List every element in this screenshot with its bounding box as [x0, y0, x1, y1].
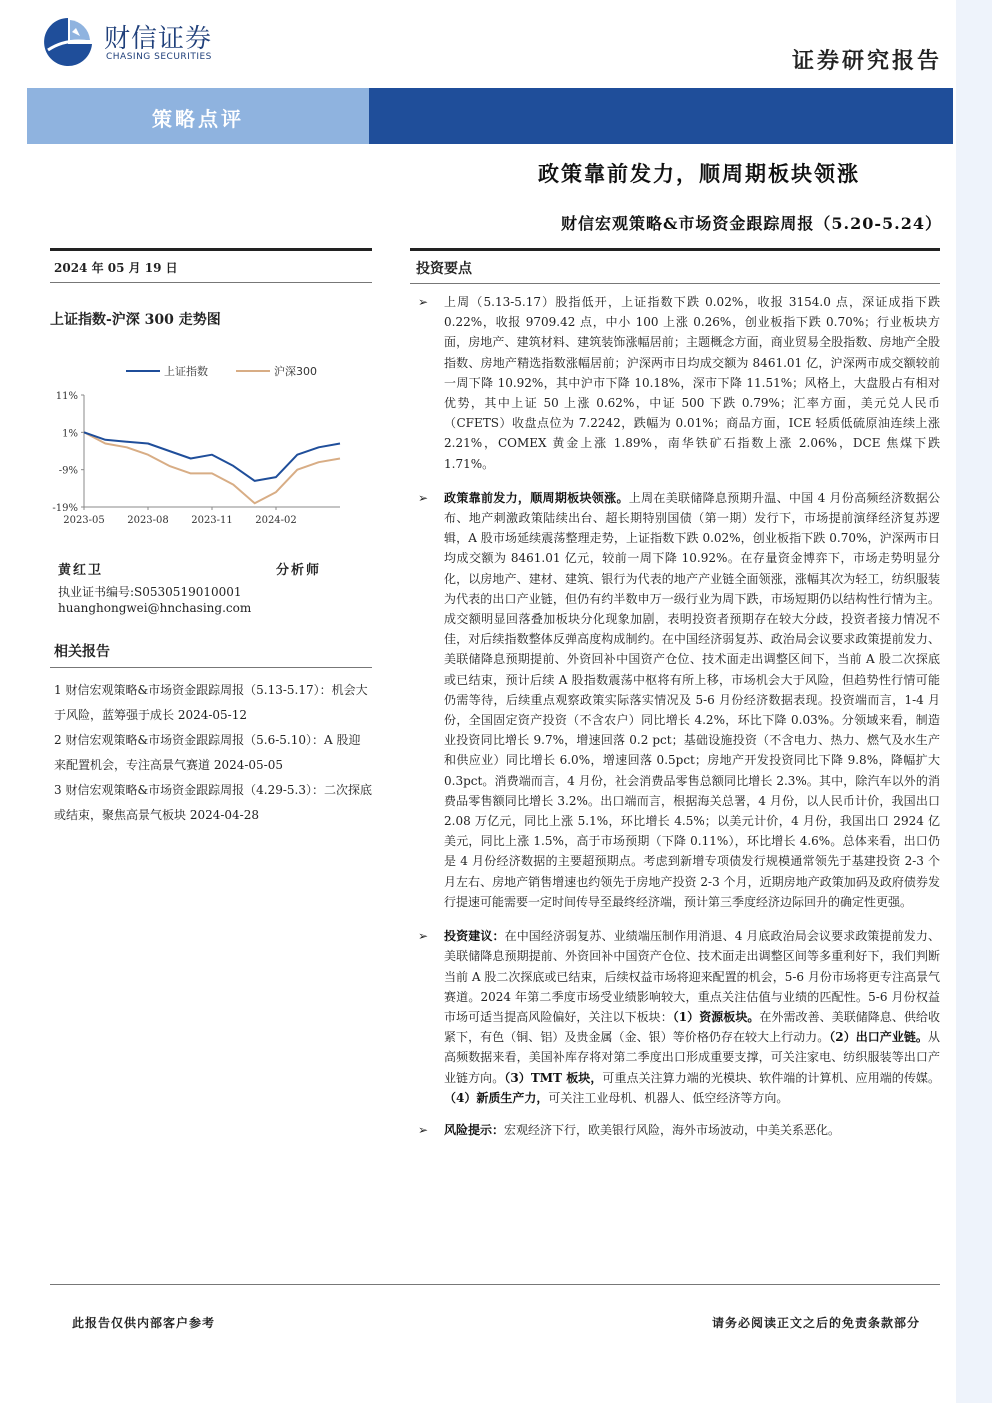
left-column: [50, 248, 372, 828]
key-point-heading: 政策靠前发力，顺周期板块领涨。: [444, 490, 629, 505]
key-point-text: 可关注工业母机、机器人、低空经济等方向。: [548, 1090, 789, 1105]
sector-export: （2）出口产业链。: [829, 1030, 928, 1045]
category-band: [27, 88, 953, 144]
chart-x-tick-label: 2023-08: [127, 515, 169, 526]
related-report-item[interactable]: 2 财信宏观策略&市场资金跟踪周报（5.6-5.10）：A 股迎来配置机会，专注高景气赛道 2024-05-05: [54, 733, 361, 772]
key-point-text: 在外需改善、美联储降息、供给收紧下，有色（铜、铝）及贵金属（金、银）等价格仍存在较大上行动力。: [444, 1009, 940, 1045]
divider: [50, 282, 372, 283]
chart-legend-label: 沪深300: [274, 365, 317, 378]
chart-y-tick-label: 1%: [62, 428, 78, 440]
report-title: 政策靠前发力，顺周期板块领涨: [538, 161, 860, 186]
sector-new-productivity: （4）新质生产力，: [444, 1090, 549, 1105]
key-point-text: 在中国经济弱复苏、业绩端压制作用消退、4 月底政治局会议要求政策提前发力、美联储降息预期提前、外资回补中国资产仓位、技术面走出调整区间等多重利好下，我们判断当前 A 股二次探底或已结束，后续权益市场将迎来配置的机会，5-6 月份市场将更专注高景气赛道。2024 年第二季度市场受业绩影响较大，重点关注估值与业绩的匹配性。5-6 月份权益市场可适当提高风险偏好，关注以下板块：: [444, 929, 940, 1024]
bullet-arrow-icon: ➢: [418, 1122, 429, 1137]
chart-y-tick-label: 11%: [55, 391, 78, 402]
key-point-investment-advice: [410, 926, 940, 1108]
analyst-name: 黄红卫: [58, 563, 104, 578]
page-side-strip: [956, 0, 992, 1403]
brand-name-cn: 财信证券: [104, 24, 213, 54]
chasing-logo-icon: [40, 14, 96, 70]
analyst-block: [50, 559, 372, 637]
chart-legend-label: 上证指数: [164, 365, 208, 378]
key-point-heading: 投资建议：: [444, 929, 505, 944]
key-point-market-review: [410, 292, 940, 474]
chart-x-tick-label: 2023-05: [63, 515, 105, 526]
key-point-policy: [410, 488, 940, 912]
chart-series-line: [84, 432, 340, 503]
footer-disclaimer-link[interactable]: 请务必阅读正文之后的免责条款部分: [711, 1316, 920, 1330]
bullet-arrow-icon: ➢: [418, 490, 429, 505]
report-type: 证券研究报告: [791, 48, 942, 74]
chart-x-tick-label: 2023-11: [191, 515, 233, 526]
sector-tmt: （3）TMT 板块，: [504, 1070, 603, 1085]
chart-x-tick-label: 2024-02: [255, 515, 297, 526]
footer-notice: 此报告仅供内部客户参考: [72, 1316, 216, 1330]
key-points-column: [410, 248, 940, 1140]
analyst-email[interactable]: huanghongwei@hnchasing.com: [58, 601, 252, 615]
brand-name-en: CHASING SECURITIES: [106, 52, 212, 62]
footer-divider: [50, 1284, 940, 1285]
related-reports-title: 相关报告: [54, 644, 110, 660]
divider: [50, 667, 372, 668]
related-report-item[interactable]: 3 财信宏观策略&市场资金跟踪周报（4.29-5.3）：二次探底或结束，聚焦高景气板块 2024-04-28: [54, 783, 372, 822]
analyst-cert: 执业证书编号:S0530519010001: [58, 585, 242, 599]
analyst-role: 分析师: [276, 563, 322, 578]
key-point-text: 上周在美联储降息预期升温、中国 4 月份高频经济数据公布、地产刺激政策陆续出台、超长期特别国债（第一期）发行下，市场提前演绎经济复苏逻辑，A 股市场延续震荡整理走势，上证指数下跌 0.02%，创业板指下跌 0.70%，沪深两市日均成交额为 8461.01 亿元，较前一周下降 10.92%。在存量资金博弈下，市场走势明显分化，以房地产、建材、建筑、银行为代表的地产产业链全面领涨，涨幅其次为轻工，纺织服装为代表的出口产业链，但仍有约半数申万一级行业为周下跌，市场短期仍以结构性行情为主。成交额明显回落叠加板块分化现象加剧，表明投资者预期存在较大分歧，投资者接力情况不佳，对后续指数整体反弹高度构成制约。在中国经济弱复苏、政治局会议要求政策提前发力、美联储降息预期提前、外资回补中国资产仓位、技术面走出调整区间下，当前 A 股二次探底或已结束，预计后续 A 股指数震荡中枢将有所上移，市场机会大于风险，但趋势性行情可能仍需等待，后续重点观察政策实际落实情况及 5-6 月份经济数据表现。投资端而言，1-4 月份，全国固定资产投资（不含农户）同比增长 4.2%，环比下降 0.03%。分领域来看，制造业投资同比增长 9.7%，增速回落 0.2 pct；基础设施投资（不含电力、热力、燃气及水生产和供应业）同比增长 6.0%，增速回落 0.5pct；房地产开发投资同比下降 9.8%，降幅扩大 0.3pct。消费端而言，4 月份，社会消费品零售总额同比增长 2.3%。其中，除汽车以外的消费品零售额同比增长 3.2%。出口端而言，根据海关总署，4 月份，以人民币计价，我国出口 2.08 万亿元，同比上涨 5.1%，环比增长 4.5%；以美元计价，4 月份，我国出口 2924 亿美元，同比上涨 1.5%，高于市场预期（下降 0.11%），环比增长 4.6%。总体来看，出口仍是 4 月份经济数据的主要超预期点。考虑到新增专项债发行规模通常领先于基建投资 2-3 个月左右、房地产销售增速也约领先于房地产投资 2-3 个月，近期房地产政策加码及政府债券发行提速可能需要一定时间传导至最终经济端，预计第三季度经济边际回升的确定性更强。: [444, 490, 940, 909]
report-date: 2024 年 05 月 19 日: [54, 261, 178, 275]
sector-resources: （1）资源板块。: [672, 1009, 760, 1024]
index-chart-svg: [50, 335, 372, 535]
key-points-header: 投资要点: [416, 261, 472, 277]
category-label: 策略点评: [152, 107, 244, 131]
report-subtitle: 财信宏观策略&市场资金跟踪周报（5.20-5.24）: [560, 214, 942, 233]
key-point-risk: [410, 1120, 940, 1140]
divider: [410, 283, 940, 284]
related-reports-list: [50, 678, 372, 828]
bullet-arrow-icon: ➢: [418, 295, 429, 309]
chart-title: 上证指数-沪深 300 走势图: [50, 312, 221, 328]
category-band-dark: [369, 88, 953, 144]
index-chart: [50, 335, 372, 535]
related-report-item[interactable]: 1 财信宏观策略&市场资金跟踪周报（5.13-5.17）：机会大于风险，蓝筹强于成长 2024-05-12: [54, 683, 368, 722]
key-point-text: 可重点关注算力端的光模块、软件端的计算机、应用端的传媒。: [602, 1070, 940, 1085]
key-point-text: 从高频数据来看，美国补库存将对第二季度出口形成重要支撑，可关注家电、纺织服装等出口产业链方向。: [444, 1030, 940, 1085]
key-point-heading: 风险提示：: [444, 1122, 505, 1137]
key-point-text: 宏观经济下行，欧美银行风险，海外市场波动，中美关系恶化。: [504, 1122, 841, 1137]
key-point-text: 上周（5.13-5.17）股指低开，上证指数下跌 0.02%，收报 3154.0 点，深证成指下跌 0.22%，收报 9709.42 点，中小 100 上涨 0.26%，创业板指下跌 0.70%；行业板块方面，房地产、建筑材料、建筑装饰涨幅居前；主题概念方面，商业贸易全股指数、房地产全股指数、房地产精选指数涨幅居前；沪深两市日均成交额为 8461.01 亿，沪深两市成交额较前一周下降 10.92%，其中沪市下降 10.18%，深市下降 11.51%；风格上，大盘股占有相对优势，其中上证 50 上涨 0.62%，中证 500 下跌 0.79%；汇率方面，美元兑人民币（CFETS）收盘点位为 7.2242，跌幅为 0.01%；商品方面，ICE 轻质低硫原油连续上涨 2.21%，COMEX 黄金上涨 1.89%，南华铁矿石指数上涨 2.06%，DCE 焦煤下跌 1.71%。: [444, 295, 940, 471]
bullet-arrow-icon: ➢: [418, 929, 429, 944]
brand-logo: [40, 14, 240, 70]
chart-y-tick-label: -9%: [58, 465, 78, 477]
chart-y-tick-label: -19%: [52, 503, 78, 514]
